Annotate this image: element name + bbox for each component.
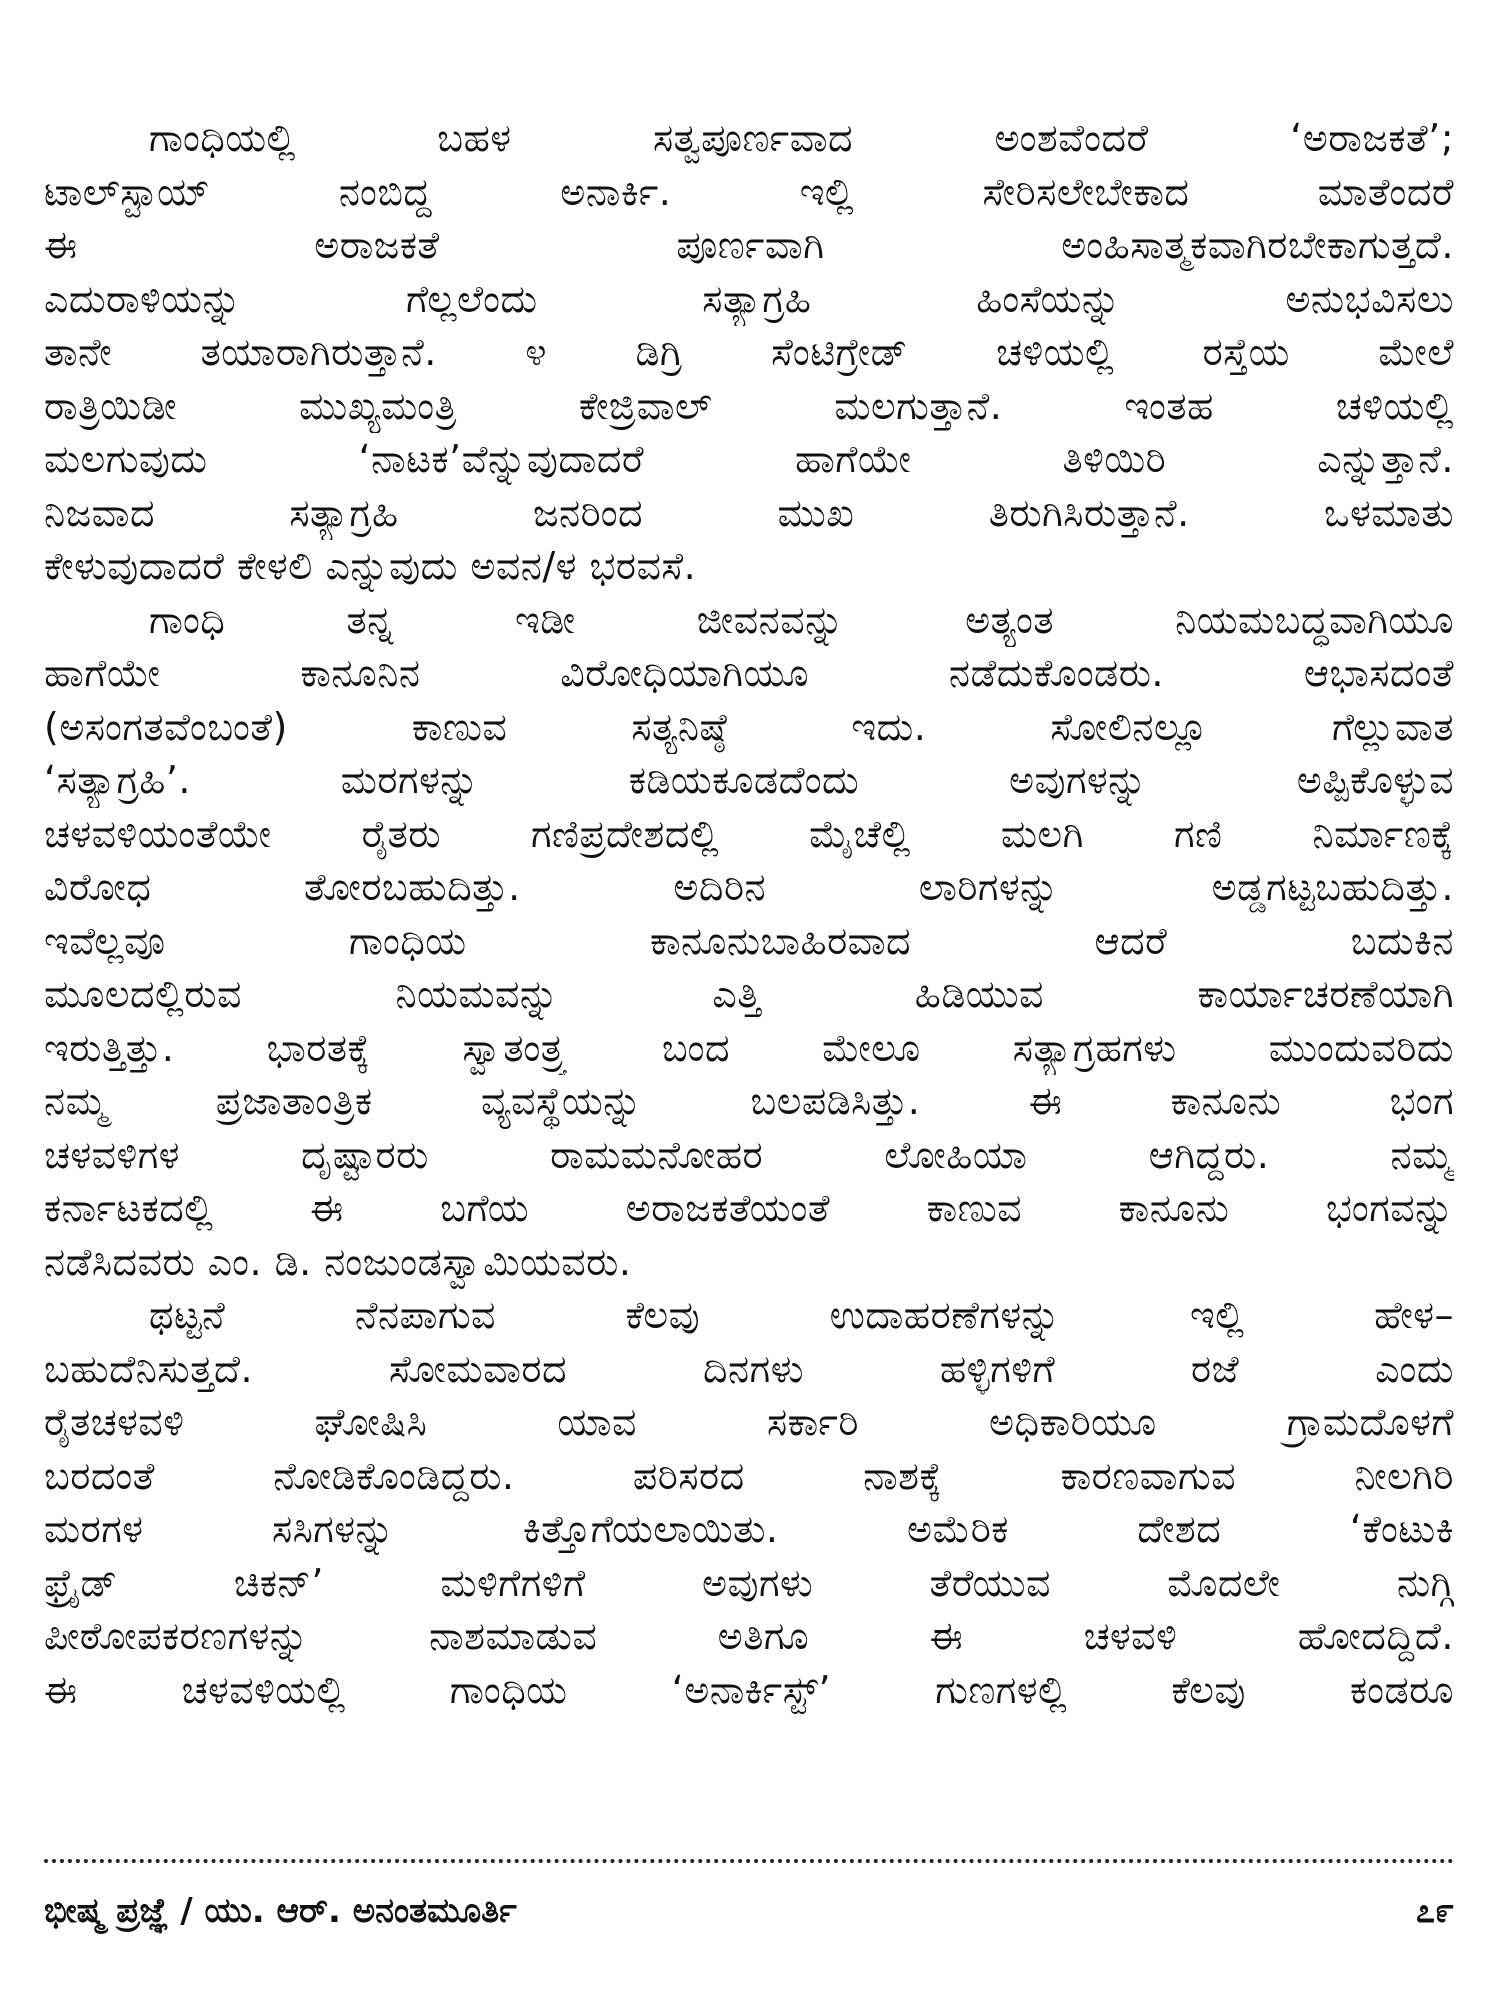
- footer-book-title: ಭೀಷ್ಮ ಪ್ರಜ್ಞೆ / ಯು. ಆರ್. ಅನಂತಮೂರ್ತಿ: [44, 1891, 517, 1931]
- text-line: ತಾನೇ ತಯಾರಾಗಿರುತ್ತಾನೆ. ೪ ಡಿಗ್ರಿ ಸೆಂಟಿಗ್ರೇಡ್ ಚಳಿಯಲ್ಲಿ ರಸ್ತೆಯ ಮೇಲೆ: [44, 330, 1454, 374]
- text-line: ಮಲಗುವುದು ‘ನಾಟಕ’ವೆನ್ನುವುದಾದರೆ ಹಾಗೆಯೇ ತಿಳಿಯಿರಿ ಎನ್ನುತ್ತಾನೆ.: [44, 437, 1454, 481]
- text-line: ಕೇಳುವುದಾದರೆ ಕೇಳಲಿ ಎನ್ನುವುದು ಅವನ/ಳ ಭರವಸೆ.: [44, 544, 697, 588]
- paragraph: [44, 1289, 1454, 1717]
- text-line: ರೈತಚಳವಳಿ ಘೋಷಿಸಿ ಯಾವ ಸರ್ಕಾರಿ ಅಧಿಕಾರಿಯೂ ಗ್ರಾಮದೊಳಗೆ: [44, 1400, 1454, 1444]
- page-number: ೭೯: [1415, 1891, 1454, 1931]
- text-line: ಚಳವಳಿಗಳ ದೃಷ್ಟಾರರು ರಾಮಮನೋಹರ ಲೋಹಿಯಾ ಆಗಿದ್ದರು. ನಮ್ಮ: [44, 1132, 1454, 1177]
- text-line: ಗಾಂಧಿ ತನ್ನ ಇಡೀ ಜೀವನವನ್ನು ಅತ್ಯಂತ ನಿಯಮಬದ್ಧವಾಗಿಯೂ: [149, 597, 1454, 642]
- text-line: ರಾತ್ರಿಯಿಡೀ ಮುಖ್ಯಮಂತ್ರಿ ಕೇಜ್ರಿವಾಲ್ ಮಲಗುತ್ತಾನೆ. ಇಂತಹ ಚಳಿಯಲ್ಲಿ: [44, 383, 1454, 428]
- text-line: ನಿಜವಾದ ಸತ್ಯಾಗ್ರಹಿ ಜನರಿಂದ ಮುಖ ತಿರುಗಿಸಿರುತ್ತಾನೆ. ಒಳಮಾತು: [44, 490, 1454, 535]
- text-line: ಗಾಂಧಿಯಲ್ಲಿ ಬಹಳ ಸತ್ವಪೂರ್ಣವಾದ ಅಂಶವೆಂದರೆ ‘ಅರಾಜಕತೆ’;: [149, 116, 1454, 160]
- text-line: ಇವೆಲ್ಲವೂ ಗಾಂಧಿಯ ಕಾನೂನುಬಾಹಿರವಾದ ಆದರೆ ಬದುಕಿನ: [44, 918, 1454, 963]
- text-line: ಎದುರಾಳಿಯನ್ನು ಗೆಲ್ಲಲೆಂದು ಸತ್ಯಾಗ್ರಹಿ ಹಿಂಸೆಯನ್ನು ಅನುಭವಿಸಲು: [44, 276, 1454, 321]
- text-line: ಈ ಅರಾಜಕತೆ ಪೂರ್ಣವಾಗಿ ಅಂಹಿಸಾತ್ಮಕವಾಗಿರಬೇಕಾಗುತ್ತದೆ.: [44, 223, 1454, 267]
- text-line: ಬಹುದೆನಿಸುತ್ತದೆ. ಸೋಮವಾರದ ದಿನಗಳು ಹಳ್ಳಿಗಳಿಗೆ ರಜೆ ಎಂದು: [44, 1346, 1454, 1391]
- text-line: ಥಟ್ಟನೆ ನೆನಪಾಗುವ ಕೆಲವು ಉದಾಹರಣೆಗಳನ್ನು ಇಲ್ಲಿ ಹೇಳ–: [149, 1293, 1454, 1337]
- text-line: ನಮ್ಮ ಪ್ರಜಾತಾಂತ್ರಿಕ ವ್ಯವಸ್ಥೆಯನ್ನು ಬಲಪಡಿಸಿತ್ತು. ಈ ಕಾನೂನು ಭಂಗ: [44, 1079, 1454, 1123]
- footer-divider: [44, 1859, 1454, 1863]
- paragraph: [44, 594, 1454, 1290]
- text-line: ನಡೆಸಿದವರು ಎಂ. ಡಿ. ನಂಜುಂಡಸ್ವಾಮಿಯವರು.: [44, 1239, 632, 1284]
- body-text: [44, 112, 1454, 1717]
- text-line: ಮೂಲದಲ್ಲಿರುವ ನಿಯಮವನ್ನು ಎತ್ತಿ ಹಿಡಿಯುವ ಕಾರ್ಯಾಚರಣೆಯಾಗಿ: [44, 972, 1454, 1016]
- text-line: ಕರ್ನಾಟಕದಲ್ಲಿ ಈ ಬಗೆಯ ಅರಾಜಕತೆಯಂತೆ ಕಾಣುವ ಕಾನೂನು ಭಂಗವನ್ನು: [44, 1186, 1454, 1230]
- text-line: ಈ ಚಳವಳಿಯಲ್ಲಿ ಗಾಂಧಿಯ ‘ಅನಾರ್ಕಿಸ್ಟ್’ ಗುಣಗಳಲ್ಲಿ ಕೆಲವು ಕಂಡರೂ: [44, 1667, 1454, 1712]
- text-line: ಪೀಠೋಪಕರಣಗಳನ್ನು ನಾಶಮಾಡುವ ಅತಿಗೂ ಈ ಚಳವಳಿ ಹೋದದ್ದಿದೆ.: [44, 1614, 1454, 1658]
- text-line: ಮರಗಳ ಸಸಿಗಳನ್ನು ಕಿತ್ತೊಗೆಯಲಾಯಿತು. ಅಮೆರಿಕ ದೇಶದ ‘ಕೆಂಟುಕಿ: [44, 1507, 1454, 1551]
- text-line: ಬರದಂತೆ ನೋಡಿಕೊಂಡಿದ್ದರು. ಪರಿಸರದ ನಾಶಕ್ಕೆ ಕಾರಣವಾಗುವ ನೀಲಗಿರಿ: [44, 1453, 1454, 1498]
- text-line: ಚಳವಳಿಯಂತೆಯೇ ರೈತರು ಗಣಿಪ್ರದೇಶದಲ್ಲಿ ಮೈಚೆಲ್ಲಿ ಮಲಗಿ ಗಣಿ ನಿರ್ಮಾಣಕ್ಕೆ: [44, 811, 1454, 856]
- text-line: (ಅಸಂಗತವೆಂಬಂತೆ) ಕಾಣುವ ಸತ್ಯನಿಷ್ಠೆ ಇದು. ಸೋಲಿನಲ್ಲೂ ಗೆಲ್ಲುವಾತ: [44, 704, 1454, 749]
- text-line: ವಿರೋಧ ತೋರಬಹುದಿತ್ತು. ಅದಿರಿನ ಲಾರಿಗಳನ್ನು ಅಡ್ಡಗಟ್ಟಬಹುದಿತ್ತು.: [44, 865, 1454, 909]
- text-line: ಟಾಲ್‌ಸ್ಟಾಯ್ ನಂಬಿದ್ದ ಅನಾರ್ಕಿ. ಇಲ್ಲಿ ಸೇರಿಸಲೇಬೇಕಾದ ಮಾತೆಂದರೆ: [44, 169, 1454, 214]
- text-line: ಹಾಗೆಯೇ ಕಾನೂನಿನ ವಿರೋಧಿಯಾಗಿಯೂ ನಡೆದುಕೊಂಡರು. ಆಭಾಸದಂತೆ: [44, 651, 1454, 695]
- paragraph: [44, 112, 1454, 594]
- text-line: ಫ್ರೈಡ್ ಚಿಕನ್’ ಮಳಿಗೆಗಳಿಗೆ ಅವುಗಳು ತೆರೆಯುವ ಮೊದಲೇ ನುಗ್ಗಿ: [44, 1560, 1454, 1605]
- text-line: ‘ಸತ್ಯಾಗ್ರಹಿ’. ಮರಗಳನ್ನು ಕಡಿಯಕೂಡದೆಂದು ಅವುಗಳನ್ನು ಅಪ್ಪಿಕೊಳ್ಳುವ: [44, 758, 1454, 802]
- text-line: ಇರುತ್ತಿತ್ತು. ಭಾರತಕ್ಕೆ ಸ್ವಾತಂತ್ರ್ಯ ಬಂದ ಮೇಲೂ ಸತ್ಯಾಗ್ರಹಗಳು ಮುಂದುವರಿದು: [44, 1025, 1454, 1070]
